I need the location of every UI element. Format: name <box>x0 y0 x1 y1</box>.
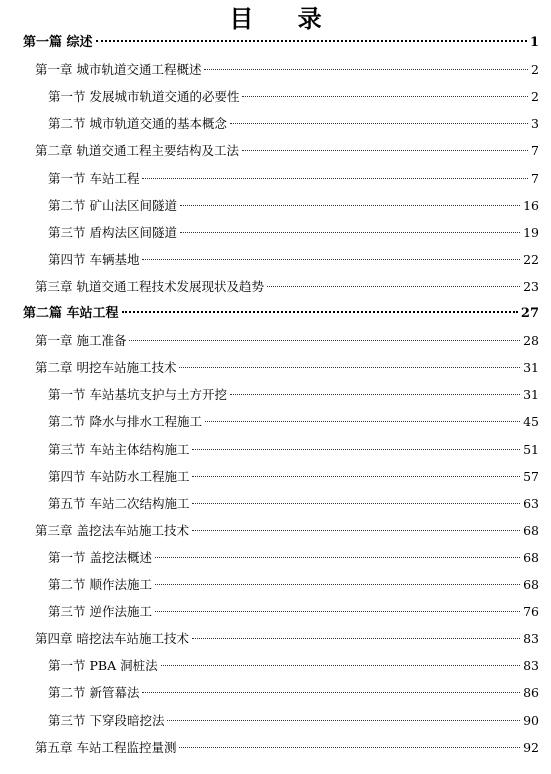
toc-entry-label: 第一节 发展城市轨道交通的必要性 <box>48 89 240 105</box>
dot-leader <box>167 720 520 721</box>
toc-entry-page-number: 22 <box>523 251 539 267</box>
dot-leader <box>142 178 528 179</box>
toc-entry-chapter[interactable] <box>35 358 539 378</box>
toc-entry-section[interactable] <box>48 575 539 595</box>
toc-entry-chapter[interactable] <box>35 331 539 351</box>
dot-leader <box>192 449 520 450</box>
toc-entry-page-number: 31 <box>523 360 539 376</box>
toc-entry-page-number: 68 <box>523 549 539 565</box>
toc-entry-section[interactable] <box>48 602 539 622</box>
dot-leader <box>179 367 520 368</box>
toc-entry-section[interactable] <box>48 385 539 405</box>
dot-leader <box>155 584 520 585</box>
toc-entry-page-number: 76 <box>523 604 539 620</box>
toc-entry-label: 第三章 轨道交通工程技术发展现状及趋势 <box>35 278 264 294</box>
dot-leader <box>230 123 528 124</box>
toc-entry-page-number: 45 <box>523 414 539 430</box>
toc-entry-label: 第一节 车站基坑支护与土方开挖 <box>48 387 227 403</box>
toc-entry-page-number: 57 <box>523 468 539 484</box>
dot-leader <box>205 421 520 422</box>
toc-entry-part[interactable] <box>23 33 539 53</box>
toc-entry-label: 第三章 盖挖法车站施工技术 <box>35 522 189 538</box>
dot-leader <box>230 394 520 395</box>
toc-entry-section[interactable] <box>48 548 539 568</box>
toc-entry-section[interactable] <box>48 87 539 107</box>
toc-entry-page-number: 16 <box>523 197 539 213</box>
dot-leader <box>161 665 521 666</box>
toc-entry-chapter[interactable] <box>35 521 539 541</box>
toc-entry-page-number: 7 <box>531 143 539 159</box>
toc-entry-page-number: 28 <box>523 333 539 349</box>
toc-entry-label: 第三节 车站主体结构施工 <box>48 441 190 457</box>
dot-leader <box>204 69 528 70</box>
toc-entry-label: 第三节 逆作法施工 <box>48 604 152 620</box>
toc-entry-chapter[interactable] <box>35 277 539 297</box>
dot-leader <box>180 205 520 206</box>
toc-entry-label: 第一节 盖挖法概述 <box>48 549 152 565</box>
toc-entry-page-number: 92 <box>523 739 539 755</box>
toc-entry-label: 第五章 车站工程监控量测 <box>35 739 177 755</box>
toc-entry-label: 第二章 明挖车站施工技术 <box>35 360 177 376</box>
toc-entry-section[interactable] <box>48 683 539 703</box>
toc-entry-label: 第一篇 综述 <box>23 35 93 50</box>
toc-entry-chapter[interactable] <box>35 141 539 161</box>
toc-entry-page-number: 31 <box>523 387 539 403</box>
toc-entry-label: 第一节 PBA 洞桩法 <box>48 658 158 674</box>
toc-entry-section[interactable] <box>48 467 539 487</box>
dot-leader <box>192 503 520 504</box>
dot-leader <box>142 692 520 693</box>
toc-entry-page-number: 19 <box>523 224 539 240</box>
toc-entry-page-number: 68 <box>523 577 539 592</box>
toc-entry-page-number: 68 <box>523 522 539 538</box>
dot-leader <box>155 611 520 612</box>
toc-entry-label: 第一节 车站工程 <box>48 170 140 186</box>
dot-leader <box>122 311 518 313</box>
toc-entry-page-number: 2 <box>531 89 539 105</box>
toc-entry-label: 第三节 下穿段暗挖法 <box>48 712 165 728</box>
toc-entry-page-number: 86 <box>523 685 539 701</box>
dot-leader <box>192 638 520 639</box>
toc-entry-label: 第二节 矿山法区间隧道 <box>48 197 177 213</box>
toc-entry-label: 第二节 新管幕法 <box>48 685 140 701</box>
toc-entry-chapter[interactable] <box>35 60 539 80</box>
toc-entry-label: 第三节 盾构法区间隧道 <box>48 224 177 240</box>
toc-entry-section[interactable] <box>48 250 539 270</box>
toc-entry-page-number: 3 <box>531 116 539 132</box>
dot-leader <box>267 286 520 287</box>
toc-entry-page-number: 23 <box>523 278 539 294</box>
toc-entry-page-number: 83 <box>523 658 539 674</box>
toc-entry-page-number: 1 <box>529 35 539 50</box>
page-title: 目 录 <box>229 4 340 33</box>
toc-entry-label: 第二节 城市轨道交通的基本概念 <box>48 116 227 132</box>
dot-leader <box>192 530 520 531</box>
toc-entry-label: 第四章 暗挖法车站施工技术 <box>35 631 189 647</box>
toc-entry-section[interactable] <box>48 169 539 189</box>
toc-entry-chapter[interactable] <box>35 738 539 758</box>
toc-entry-label: 第二章 轨道交通工程主要结构及工法 <box>35 143 239 159</box>
toc-entry-section[interactable] <box>48 114 539 134</box>
dot-leader <box>142 259 520 260</box>
toc-entry-label: 第二篇 车站工程 <box>23 306 119 321</box>
dot-leader <box>242 96 528 97</box>
toc-entry-page-number: 83 <box>523 631 539 647</box>
toc-entry-section[interactable] <box>48 494 539 514</box>
dot-leader <box>179 747 520 748</box>
toc-entry-page-number: 2 <box>531 62 539 78</box>
toc-entry-section[interactable] <box>48 223 539 243</box>
toc-entry-section[interactable] <box>48 656 539 676</box>
toc-entry-label: 第四节 车辆基地 <box>48 251 140 267</box>
toc-entry-part[interactable] <box>23 304 539 324</box>
dot-leader <box>96 40 527 42</box>
toc-entry-label: 第二节 顺作法施工 <box>48 577 152 592</box>
toc-entry-page-number: 51 <box>523 441 539 457</box>
toc-entry-chapter[interactable] <box>35 629 539 649</box>
toc-entry-section[interactable] <box>48 196 539 216</box>
toc-entry-page-number: 90 <box>523 712 539 728</box>
dot-leader <box>129 340 520 341</box>
toc-entry-label: 第四节 车站防水工程施工 <box>48 468 190 484</box>
toc-entry-section[interactable] <box>48 711 539 731</box>
toc-entry-label: 第五节 车站二次结构施工 <box>48 495 190 511</box>
toc-entry-section[interactable] <box>48 412 539 432</box>
toc-entry-label: 第一章 城市轨道交通工程概述 <box>35 62 202 78</box>
dot-leader <box>192 476 520 477</box>
toc-entry-page-number: 27 <box>520 306 539 321</box>
toc-entry-page-number: 63 <box>523 495 539 511</box>
toc-entry-label: 第二节 降水与排水工程施工 <box>48 414 202 430</box>
dot-leader <box>180 232 520 233</box>
dot-leader <box>155 557 520 558</box>
toc-entry-label: 第一章 施工准备 <box>35 333 127 349</box>
dot-leader <box>242 150 528 151</box>
toc-entry-page-number: 7 <box>531 170 539 186</box>
toc-entry-section[interactable] <box>48 440 539 460</box>
